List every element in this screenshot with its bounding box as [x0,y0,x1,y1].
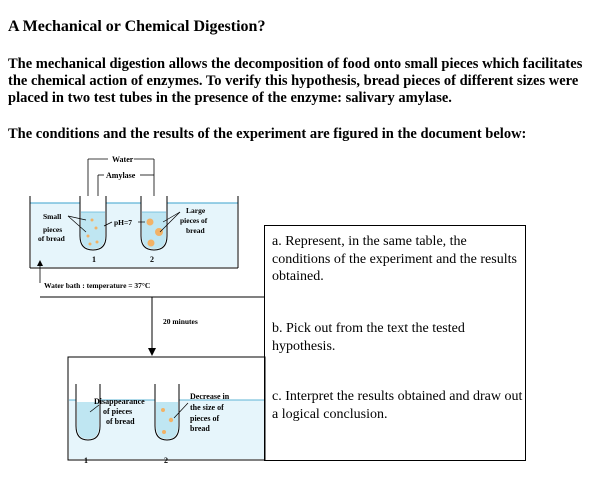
large-pieces-label-3: bread [186,226,205,235]
question-b: b. Pick out from the text the tested hypothesis. [272,321,465,354]
questions-box [264,225,526,461]
disappearance-label-1: Disappearance [94,397,145,406]
small-pieces-label-1: Small [43,212,62,221]
small-pieces-label-3: of bread [38,234,65,243]
intro-paragraph: The mechanical digestion allows the decomposition of food onto small pieces which facilitates the chemical action of enzymes. To verify this hypothesis, bread pieces of different sizes were placed in two test tubes in the presence of the enzyme: salivary amylase. [8,56,583,106]
result-tube-1-number: 1 [84,456,88,465]
question-c: c. Interpret the results obtained and draw out a logical conclusion. [272,389,523,422]
question-a: a. Represent, in the same table, the conditions of the experiment and the results obtained. [272,234,517,284]
disappearance-label-3: of bread [106,417,135,426]
time-label: 20 minutes [163,317,198,326]
decrease-label-4: bread [190,424,210,433]
ph-label: pH=7 [114,218,133,227]
decrease-label-2: the size of [190,403,224,412]
result-tube-2-number: 2 [164,456,168,465]
water-label: Water [112,155,134,164]
decrease-label-3: pieces of [190,414,220,423]
large-pieces-label-2: pieces of [180,216,208,225]
large-pieces-label-1: Large [186,206,206,215]
small-pieces-label-2: pieces [43,225,63,234]
page-title: A Mechanical or Chemical Digestion? [8,18,266,35]
tube-1-number: 1 [92,255,96,264]
disappearance-label-2: of pieces [103,407,133,416]
water-bath-label: Water bath : temperature = 37°C [44,281,151,290]
decrease-label-1: Decrease in [190,392,230,401]
tube-2-number: 2 [150,255,154,264]
intro-paragraph-2: The conditions and the results of the experiment are figured in the document below: [8,126,527,142]
amylase-label: Amylase [106,171,136,180]
